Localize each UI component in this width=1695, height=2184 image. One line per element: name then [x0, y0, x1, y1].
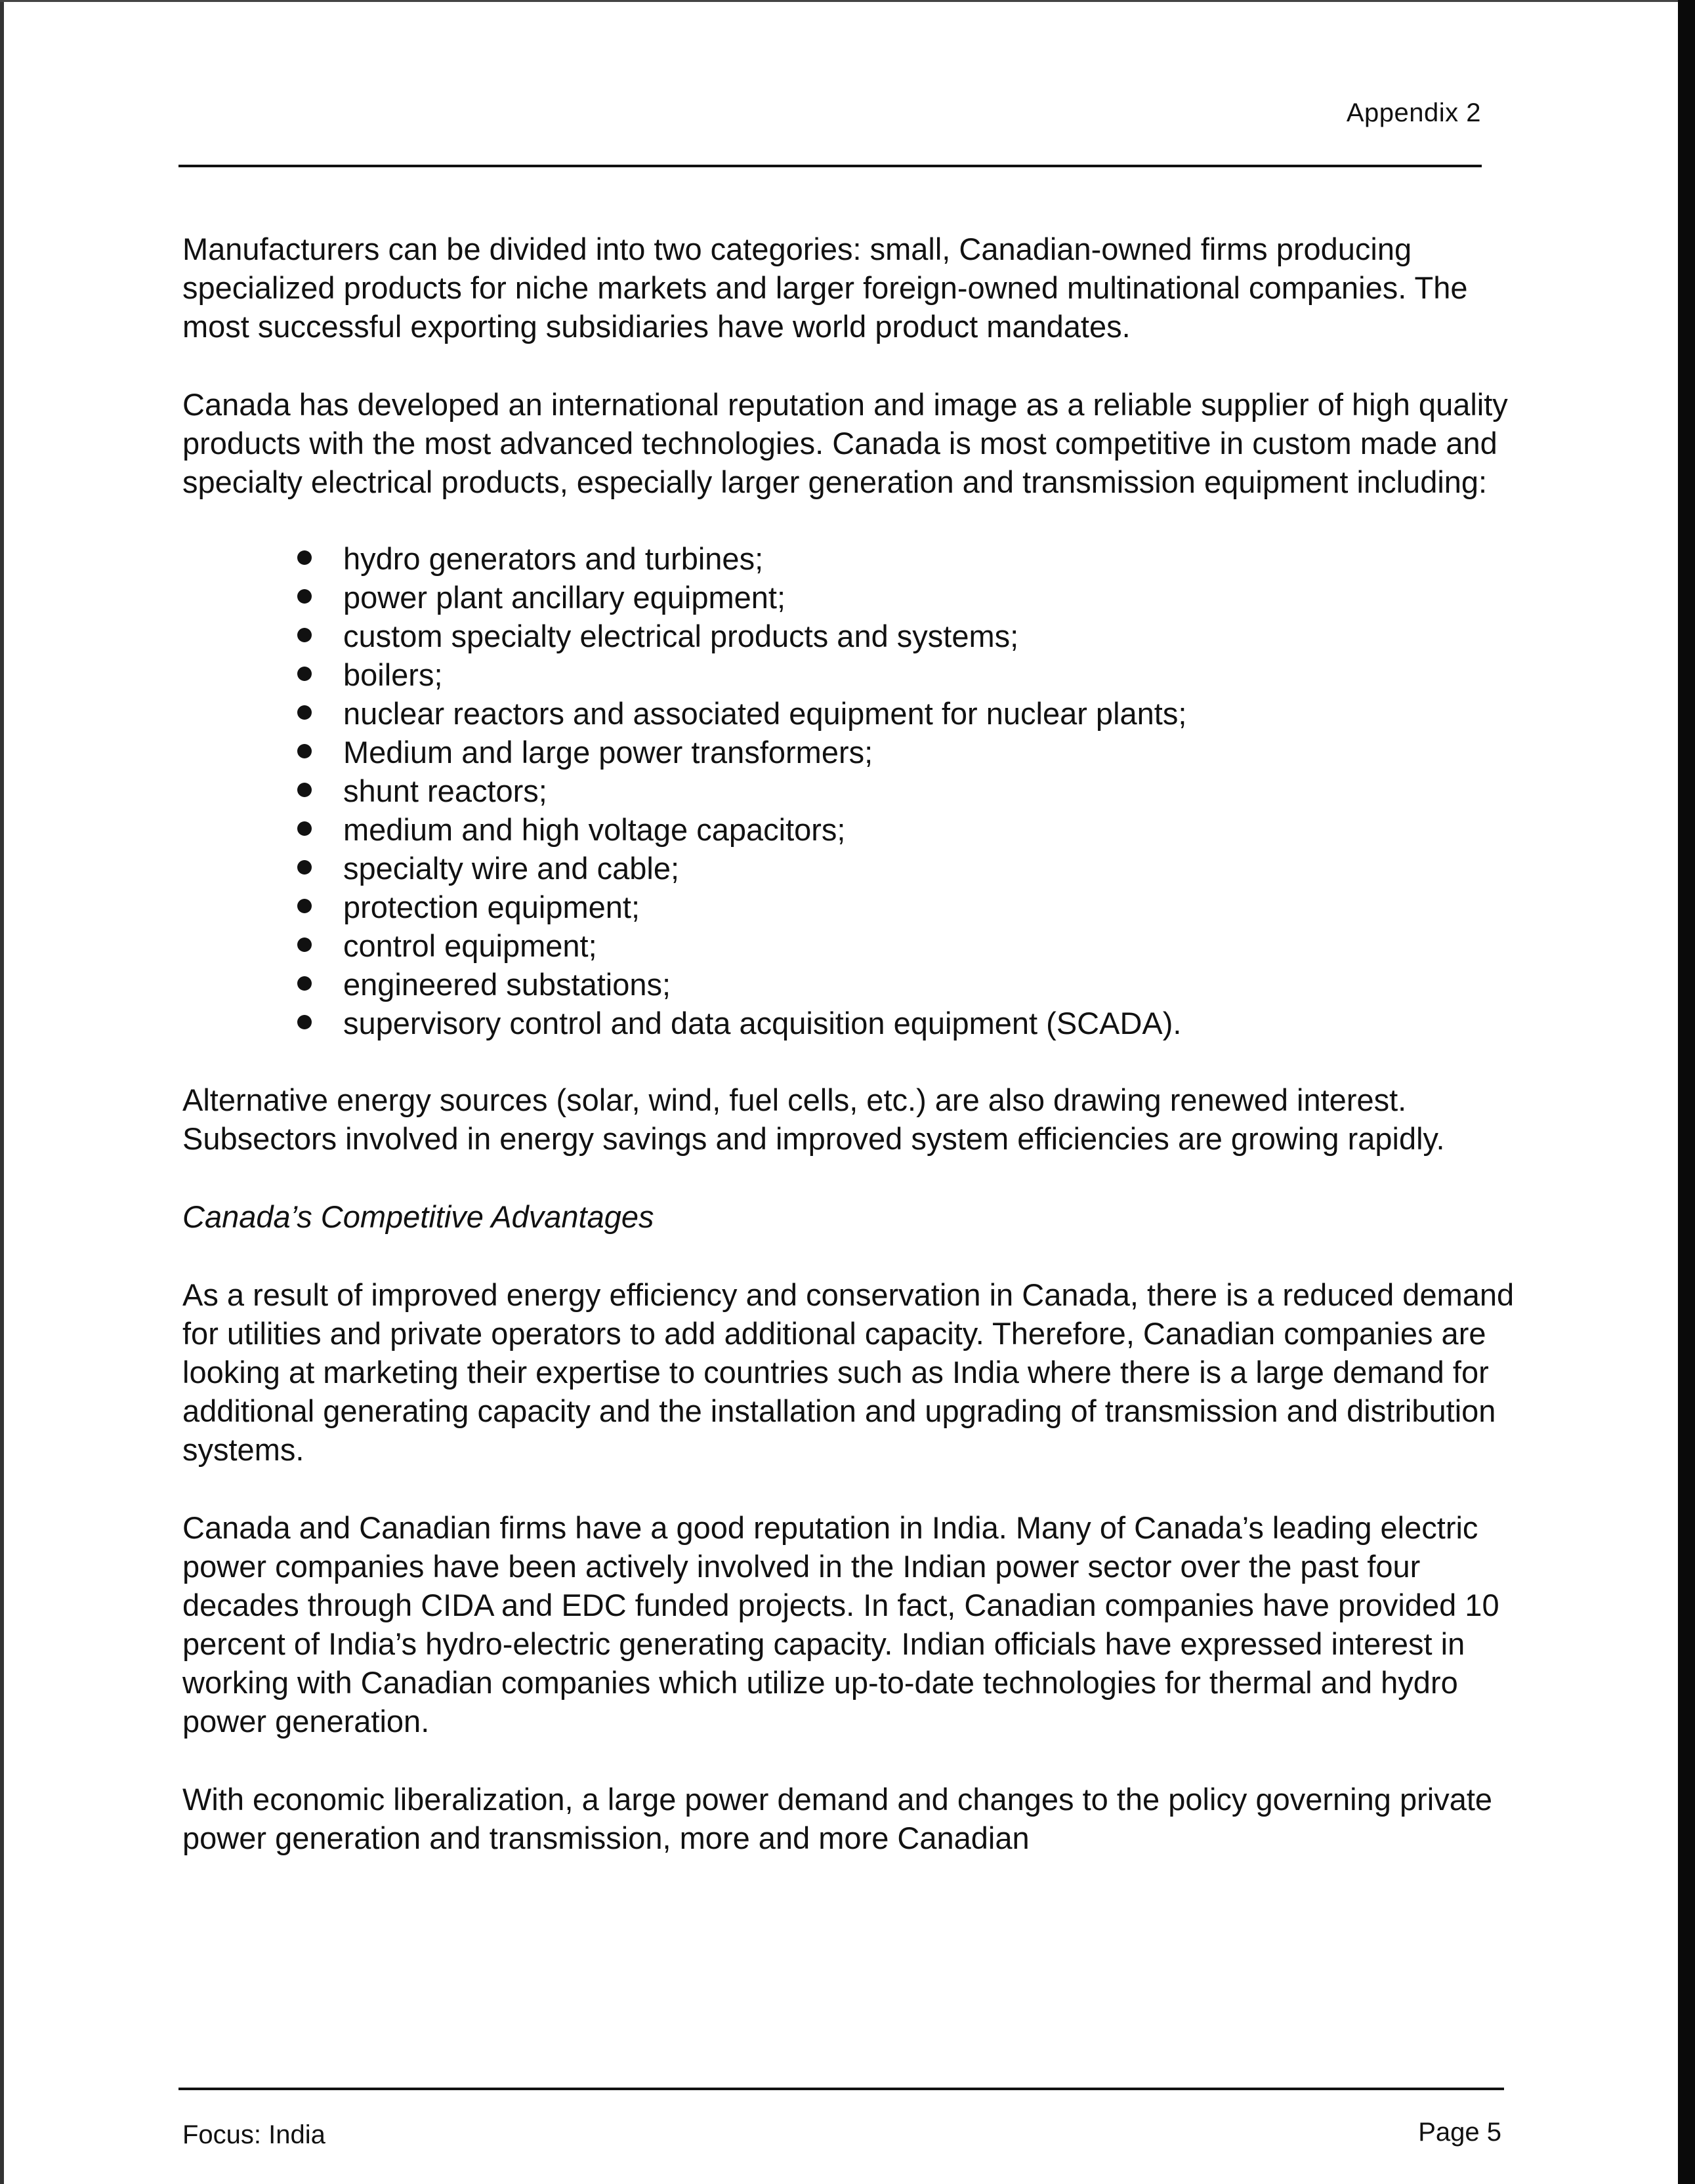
list-item: medium and high voltage capacitors;	[297, 810, 1521, 849]
bullet-icon	[297, 899, 312, 913]
bullet-icon	[297, 628, 312, 642]
header-rule	[178, 165, 1482, 167]
bullet-icon	[297, 1015, 312, 1029]
bullet-icon	[297, 589, 312, 604]
paragraph-liberalization: With economic liberalization, a large power demand and changes to the policy governing private power generation and transmission, more and more Canadian	[182, 1782, 1493, 1855]
bullet-icon	[297, 783, 312, 797]
footer-rule	[178, 2088, 1504, 2090]
bullet-icon	[297, 744, 312, 758]
bullet-icon	[297, 937, 312, 952]
list-item: Medium and large power transformers;	[297, 733, 1521, 772]
page-header-label: Appendix 2	[1346, 98, 1481, 127]
footer-focus-label: Focus: India	[182, 2120, 325, 2149]
section-heading: Canada’s Competitive Advantages	[182, 1199, 654, 1234]
page-edge-top	[0, 0, 1695, 2]
equipment-list	[182, 539, 1521, 1042]
list-item: custom specialty electrical products and systems;	[297, 617, 1521, 655]
list-item: nuclear reactors and associated equipment for nuclear plants;	[297, 694, 1521, 733]
paragraph-reputation: Canada has developed an international reputation and image as a reliable supplier of high quality products with the most advanced technologies. Canada is most competitive in custom made and specialty electrical products, especially larger generation and transmission equipment including:	[182, 387, 1508, 499]
list-item: supervisory control and data acquisition equipment (SCADA).	[297, 1004, 1521, 1042]
list-item: boilers;	[297, 655, 1521, 694]
bullet-icon	[297, 550, 312, 565]
list-item: specialty wire and cable;	[297, 849, 1521, 888]
list-item: protection equipment;	[297, 888, 1521, 926]
page-edge-right	[1678, 0, 1695, 2184]
list-item: engineered substations;	[297, 965, 1521, 1004]
list-item: hydro generators and turbines;	[297, 539, 1521, 578]
paragraph-canada-india: Canada and Canadian firms have a good reputation in India. Many of Canada’s leading electric power companies have been actively involved in the Indian power sector over the past four decades through CIDA and EDC funded projects. In fact, Canadian companies have provided 10 percent of India’s hydro-electric generating capacity. Indian officials have expressed interest in working with Canadian companies which utilize up-to-date technologies for thermal and hydro power generation.	[182, 1510, 1499, 1739]
paragraph-alternative-energy: Alternative energy sources (solar, wind, fuel cells, etc.) are also drawing renewed interest. Subsectors involved in energy savings and improved system efficiencies are growing rapidly.	[182, 1082, 1445, 1156]
paragraph-manufacturers: Manufacturers can be divided into two categories: small, Canadian-owned firms producing specialized products for niche markets and larger foreign-owned multinational companies. The most successful exporting subsidiaries have world product mandates.	[182, 232, 1468, 344]
list-item: shunt reactors;	[297, 772, 1521, 810]
bullet-icon	[297, 976, 312, 991]
list-item: control equipment;	[297, 926, 1521, 965]
page-number: Page 5	[1418, 2118, 1501, 2147]
document-body	[182, 230, 1521, 1897]
bullet-icon	[297, 667, 312, 681]
page-edge-left	[0, 0, 4, 2184]
bullet-icon	[297, 821, 312, 836]
bullet-icon	[297, 705, 312, 720]
list-item: power plant ancillary equipment;	[297, 578, 1521, 617]
bullet-icon	[297, 860, 312, 875]
paragraph-energy-efficiency: As a result of improved energy efficiency and conservation in Canada, there is a reduced demand for utilities and private operators to add additional capacity. Therefore, Canadian companies are looking at marketing their expertise to countries such as India where there is a large demand for additional generating capacity and the installation and upgrading of transmission and distribution systems.	[182, 1277, 1515, 1467]
